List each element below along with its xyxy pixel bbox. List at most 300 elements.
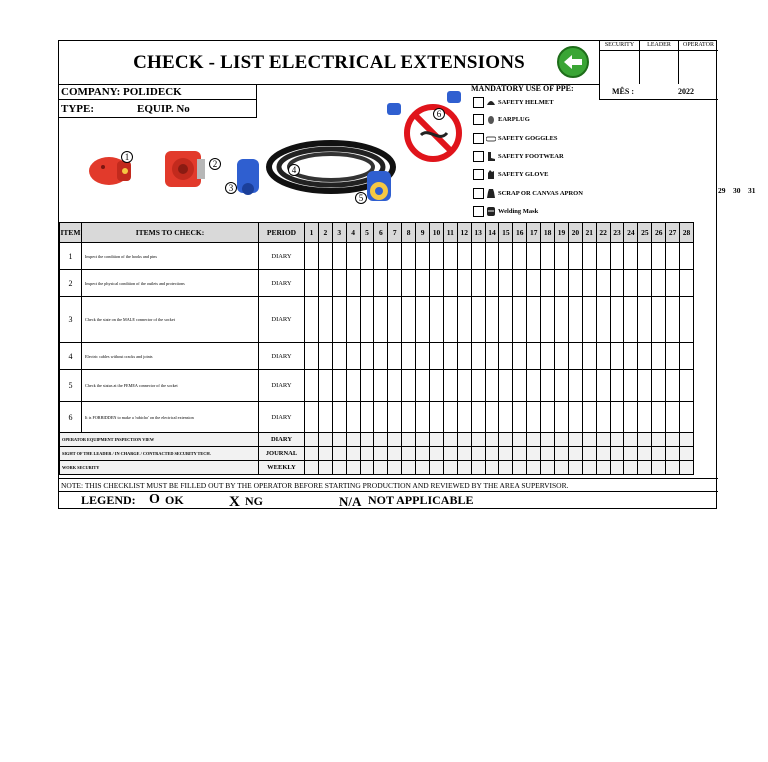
summary-check-cell[interactable] xyxy=(596,447,610,461)
day-check-cell[interactable] xyxy=(402,402,416,433)
summary-check-cell[interactable] xyxy=(527,447,541,461)
summary-check-cell[interactable] xyxy=(568,433,582,447)
day-check-cell[interactable] xyxy=(402,370,416,402)
ppe-label-apron: SCRAP OR CANVAS APRON xyxy=(498,190,583,197)
ppe-item-goggles xyxy=(473,133,558,144)
day-check-cell[interactable] xyxy=(443,243,457,270)
summary-check-cell[interactable] xyxy=(305,461,319,475)
day-check-cell[interactable] xyxy=(318,297,332,343)
leader-sign-box[interactable] xyxy=(639,41,678,84)
day-check-cell[interactable] xyxy=(680,370,694,402)
day-check-cell[interactable] xyxy=(332,402,346,433)
day-check-cell[interactable] xyxy=(305,270,319,297)
day-check-cell[interactable] xyxy=(666,243,680,270)
summary-check-cell[interactable] xyxy=(346,461,360,475)
day-check-cell[interactable] xyxy=(610,343,624,370)
day-check-cell[interactable] xyxy=(318,402,332,433)
day-check-cell[interactable] xyxy=(596,297,610,343)
day-check-cell[interactable] xyxy=(499,343,513,370)
day-check-cell[interactable] xyxy=(318,343,332,370)
day-check-cell[interactable] xyxy=(346,402,360,433)
day-check-cell[interactable] xyxy=(652,370,666,402)
day-check-cell[interactable] xyxy=(471,370,485,402)
day-check-cell[interactable] xyxy=(499,370,513,402)
ppe-checkbox-welding-mask[interactable] xyxy=(473,206,484,217)
day-check-cell[interactable] xyxy=(430,343,444,370)
summary-check-cell[interactable] xyxy=(555,433,569,447)
day-check-cell[interactable] xyxy=(610,270,624,297)
summary-check-cell[interactable] xyxy=(471,433,485,447)
day-check-cell[interactable] xyxy=(388,243,402,270)
day-check-cell[interactable] xyxy=(388,297,402,343)
day-check-cell[interactable] xyxy=(499,297,513,343)
day-check-cell[interactable] xyxy=(568,270,582,297)
day-check-cell[interactable] xyxy=(457,297,471,343)
day-check-cell[interactable] xyxy=(360,370,374,402)
day-check-cell[interactable] xyxy=(555,297,569,343)
summary-row xyxy=(60,433,694,447)
summary-check-cell[interactable] xyxy=(318,433,332,447)
day-check-cell[interactable] xyxy=(346,297,360,343)
day-check-cell[interactable] xyxy=(471,343,485,370)
day-header-27: 27 xyxy=(666,223,680,243)
day-check-cell[interactable] xyxy=(443,343,457,370)
legend-bar xyxy=(59,491,718,510)
summary-check-cell[interactable] xyxy=(568,447,582,461)
summary-check-cell[interactable] xyxy=(582,433,596,447)
summary-check-cell[interactable] xyxy=(457,447,471,461)
day-check-cell[interactable] xyxy=(430,270,444,297)
day-check-cell[interactable] xyxy=(416,370,430,402)
day-check-cell[interactable] xyxy=(305,243,319,270)
day-check-cell[interactable] xyxy=(582,343,596,370)
day-check-cell[interactable] xyxy=(430,402,444,433)
checklist-note: NOTE: THIS CHECKLIST MUST BE FILLED OUT BY THE OPERATOR BEFORE STARTING PRODUCTION AND REVIEWED BY THE AREA SUPERVISOR. xyxy=(59,478,718,491)
day-check-cell[interactable] xyxy=(457,270,471,297)
day-check-cell[interactable] xyxy=(430,370,444,402)
day-check-cell[interactable] xyxy=(624,402,638,433)
summary-check-cell[interactable] xyxy=(485,433,499,447)
summary-check-cell[interactable] xyxy=(666,461,680,475)
day-check-cell[interactable] xyxy=(388,270,402,297)
day-check-cell[interactable] xyxy=(527,343,541,370)
day-check-cell[interactable] xyxy=(305,370,319,402)
row-check-text: Check the state on the MALE connector of the socket xyxy=(82,297,259,343)
day-check-cell[interactable] xyxy=(624,270,638,297)
day-check-cell[interactable] xyxy=(402,243,416,270)
day-check-cell[interactable] xyxy=(443,370,457,402)
day-check-cell[interactable] xyxy=(680,402,694,433)
summary-check-cell[interactable] xyxy=(680,447,694,461)
day-check-cell[interactable] xyxy=(680,297,694,343)
day-check-cell[interactable] xyxy=(457,370,471,402)
summary-check-cell[interactable] xyxy=(457,433,471,447)
day-check-cell[interactable] xyxy=(305,297,319,343)
summary-check-cell[interactable] xyxy=(638,461,652,475)
day-header-25: 25 xyxy=(638,223,652,243)
summary-check-cell[interactable] xyxy=(499,447,513,461)
day-check-cell[interactable] xyxy=(638,343,652,370)
row-check-text: Inspect the physical condition of the outlets and protections xyxy=(82,270,259,297)
day-check-cell[interactable] xyxy=(638,243,652,270)
summary-check-cell[interactable] xyxy=(374,461,388,475)
summary-check-cell[interactable] xyxy=(346,447,360,461)
day-check-cell[interactable] xyxy=(666,370,680,402)
day-check-cell[interactable] xyxy=(596,370,610,402)
ppe-checkbox-footwear[interactable] xyxy=(473,151,484,162)
day-check-cell[interactable] xyxy=(485,243,499,270)
equip-field: EQUIP. No xyxy=(137,103,190,115)
day-check-cell[interactable] xyxy=(485,370,499,402)
ppe-checkbox-glove[interactable] xyxy=(473,169,484,180)
day-check-cell[interactable] xyxy=(541,270,555,297)
day-check-cell[interactable] xyxy=(555,270,569,297)
day-check-cell[interactable] xyxy=(457,402,471,433)
summary-check-cell[interactable] xyxy=(666,447,680,461)
day-check-cell[interactable] xyxy=(513,297,527,343)
day-check-cell[interactable] xyxy=(416,270,430,297)
day-check-cell[interactable] xyxy=(346,270,360,297)
summary-check-cell[interactable] xyxy=(624,447,638,461)
day-check-cell[interactable] xyxy=(374,243,388,270)
day-check-cell[interactable] xyxy=(388,370,402,402)
day-check-cell[interactable] xyxy=(680,270,694,297)
summary-check-cell[interactable] xyxy=(402,447,416,461)
day-check-cell[interactable] xyxy=(374,402,388,433)
summary-check-cell[interactable] xyxy=(652,461,666,475)
day-check-cell[interactable] xyxy=(541,402,555,433)
ppe-item-apron xyxy=(473,188,583,199)
day-check-cell[interactable] xyxy=(610,243,624,270)
summary-label: WORK SECURITY xyxy=(60,461,259,475)
day-check-cell[interactable] xyxy=(374,297,388,343)
summary-check-cell[interactable] xyxy=(555,447,569,461)
security-sign-box[interactable] xyxy=(599,41,639,84)
day-check-cell[interactable] xyxy=(332,343,346,370)
day-check-cell[interactable] xyxy=(527,297,541,343)
day-check-cell[interactable] xyxy=(610,402,624,433)
day-check-cell[interactable] xyxy=(624,343,638,370)
summary-check-cell[interactable] xyxy=(513,447,527,461)
day-header-14: 14 xyxy=(485,223,499,243)
summary-check-cell[interactable] xyxy=(582,447,596,461)
summary-check-cell[interactable] xyxy=(652,433,666,447)
day-check-cell[interactable] xyxy=(624,297,638,343)
day-check-cell[interactable] xyxy=(624,370,638,402)
summary-check-cell[interactable] xyxy=(499,433,513,447)
day-check-cell[interactable] xyxy=(471,270,485,297)
ppe-checkbox-earplug[interactable] xyxy=(473,114,484,125)
day-check-cell[interactable] xyxy=(582,243,596,270)
day-check-cell[interactable] xyxy=(402,297,416,343)
day-header-22: 22 xyxy=(596,223,610,243)
summary-check-cell[interactable] xyxy=(360,433,374,447)
month-year-box[interactable] xyxy=(599,84,718,100)
row-check-text: Inspect the condition of the hooks and pins xyxy=(82,243,259,270)
day-check-cell[interactable] xyxy=(568,370,582,402)
summary-check-cell[interactable] xyxy=(610,447,624,461)
day-check-cell[interactable] xyxy=(638,297,652,343)
day-check-cell[interactable] xyxy=(582,370,596,402)
summary-check-cell[interactable] xyxy=(610,433,624,447)
day-check-cell[interactable] xyxy=(666,343,680,370)
type-field: TYPE: xyxy=(59,100,257,118)
summary-check-cell[interactable] xyxy=(388,447,402,461)
day-check-cell[interactable] xyxy=(346,370,360,402)
summary-check-cell[interactable] xyxy=(541,433,555,447)
summary-check-cell[interactable] xyxy=(374,433,388,447)
day-check-cell[interactable] xyxy=(332,370,346,402)
day-check-cell[interactable] xyxy=(624,243,638,270)
summary-check-cell[interactable] xyxy=(513,461,527,475)
summary-check-cell[interactable] xyxy=(457,461,471,475)
day-check-cell[interactable] xyxy=(499,243,513,270)
day-check-cell[interactable] xyxy=(666,297,680,343)
day-check-cell[interactable] xyxy=(652,343,666,370)
day-check-cell[interactable] xyxy=(527,270,541,297)
day-check-cell[interactable] xyxy=(374,370,388,402)
summary-check-cell[interactable] xyxy=(485,461,499,475)
day-check-cell[interactable] xyxy=(402,270,416,297)
ok-symbol: O xyxy=(149,492,160,507)
day-check-cell[interactable] xyxy=(527,370,541,402)
day-check-cell[interactable] xyxy=(666,270,680,297)
day-check-cell[interactable] xyxy=(541,297,555,343)
back-arrow-icon[interactable] xyxy=(556,45,590,79)
day-check-cell[interactable] xyxy=(541,243,555,270)
summary-check-cell[interactable] xyxy=(596,433,610,447)
day-check-cell[interactable] xyxy=(666,402,680,433)
day-check-cell[interactable] xyxy=(485,402,499,433)
day-header-29: 29 xyxy=(718,186,726,195)
ppe-checkbox-apron[interactable] xyxy=(473,188,484,199)
day-check-cell[interactable] xyxy=(374,343,388,370)
security-sign-label: SECURITY xyxy=(600,41,639,51)
summary-check-cell[interactable] xyxy=(638,433,652,447)
day-check-cell[interactable] xyxy=(305,402,319,433)
day-check-cell[interactable] xyxy=(638,370,652,402)
day-check-cell[interactable] xyxy=(360,402,374,433)
day-check-cell[interactable] xyxy=(402,343,416,370)
day-check-cell[interactable] xyxy=(652,243,666,270)
day-check-cell[interactable] xyxy=(457,343,471,370)
day-check-cell[interactable] xyxy=(513,243,527,270)
summary-check-cell[interactable] xyxy=(360,447,374,461)
summary-check-cell[interactable] xyxy=(527,433,541,447)
day-check-cell[interactable] xyxy=(443,297,457,343)
row-period: DIARY xyxy=(259,243,305,270)
summary-check-cell[interactable] xyxy=(443,447,457,461)
day-check-cell[interactable] xyxy=(416,343,430,370)
summary-check-cell[interactable] xyxy=(318,447,332,461)
summary-check-cell[interactable] xyxy=(430,433,444,447)
day-check-cell[interactable] xyxy=(582,297,596,343)
day-check-cell[interactable] xyxy=(430,297,444,343)
ppe-checkbox-goggles[interactable] xyxy=(473,133,484,144)
day-check-cell[interactable] xyxy=(568,402,582,433)
day-check-cell[interactable] xyxy=(499,270,513,297)
day-check-cell[interactable] xyxy=(582,402,596,433)
day-check-cell[interactable] xyxy=(416,402,430,433)
day-header-30: 30 xyxy=(733,186,741,195)
day-check-cell[interactable] xyxy=(318,270,332,297)
day-check-cell[interactable] xyxy=(555,343,569,370)
summary-check-cell[interactable] xyxy=(443,433,457,447)
day-check-cell[interactable] xyxy=(513,402,527,433)
day-check-cell[interactable] xyxy=(541,343,555,370)
summary-check-cell[interactable] xyxy=(652,447,666,461)
summary-check-cell[interactable] xyxy=(680,433,694,447)
day-check-cell[interactable] xyxy=(374,270,388,297)
day-check-cell[interactable] xyxy=(541,370,555,402)
summary-check-cell[interactable] xyxy=(305,447,319,461)
day-check-cell[interactable] xyxy=(610,370,624,402)
day-check-cell[interactable] xyxy=(416,243,430,270)
day-check-cell[interactable] xyxy=(457,243,471,270)
day-check-cell[interactable] xyxy=(332,297,346,343)
day-check-cell[interactable] xyxy=(430,243,444,270)
day-check-cell[interactable] xyxy=(582,270,596,297)
day-check-cell[interactable] xyxy=(652,402,666,433)
ppe-checkbox-helmet[interactable] xyxy=(473,97,484,108)
row-period: DIARY xyxy=(259,270,305,297)
day-check-cell[interactable] xyxy=(527,402,541,433)
day-check-cell[interactable] xyxy=(499,402,513,433)
day-header-6: 6 xyxy=(374,223,388,243)
summary-check-cell[interactable] xyxy=(471,447,485,461)
day-check-cell[interactable] xyxy=(652,270,666,297)
day-check-cell[interactable] xyxy=(346,343,360,370)
day-check-cell[interactable] xyxy=(416,297,430,343)
day-check-cell[interactable] xyxy=(513,270,527,297)
welding-mask-icon xyxy=(486,206,496,217)
summary-check-cell[interactable] xyxy=(555,461,569,475)
summary-check-cell[interactable] xyxy=(610,461,624,475)
day-check-cell[interactable] xyxy=(652,297,666,343)
day-check-cell[interactable] xyxy=(360,343,374,370)
col-item-header: ITEM xyxy=(60,223,82,243)
summary-check-cell[interactable] xyxy=(582,461,596,475)
na-symbol: N/A xyxy=(339,494,362,509)
day-check-cell[interactable] xyxy=(680,243,694,270)
day-check-cell[interactable] xyxy=(638,402,652,433)
day-check-cell[interactable] xyxy=(638,270,652,297)
summary-check-cell[interactable] xyxy=(513,433,527,447)
day-header-20: 20 xyxy=(568,223,582,243)
day-check-cell[interactable] xyxy=(555,402,569,433)
day-check-cell[interactable] xyxy=(471,243,485,270)
day-header-24: 24 xyxy=(624,223,638,243)
day-check-cell[interactable] xyxy=(555,370,569,402)
summary-check-cell[interactable] xyxy=(541,461,555,475)
day-check-cell[interactable] xyxy=(485,297,499,343)
summary-check-cell[interactable] xyxy=(499,461,513,475)
summary-check-cell[interactable] xyxy=(624,461,638,475)
day-check-cell[interactable] xyxy=(332,270,346,297)
day-check-cell[interactable] xyxy=(527,243,541,270)
day-check-cell[interactable] xyxy=(513,343,527,370)
summary-check-cell[interactable] xyxy=(402,461,416,475)
day-check-cell[interactable] xyxy=(568,297,582,343)
day-header-4: 4 xyxy=(346,223,360,243)
summary-check-cell[interactable] xyxy=(624,433,638,447)
summary-check-cell[interactable] xyxy=(485,447,499,461)
day-check-cell[interactable] xyxy=(485,343,499,370)
summary-check-cell[interactable] xyxy=(332,461,346,475)
ppe-title: MANDATORY USE OF PPE: xyxy=(471,84,574,93)
summary-check-cell[interactable] xyxy=(527,461,541,475)
row-item-number: 5 xyxy=(60,370,82,402)
day-check-cell[interactable] xyxy=(443,270,457,297)
summary-check-cell[interactable] xyxy=(471,461,485,475)
day-check-cell[interactable] xyxy=(388,402,402,433)
day-check-cell[interactable] xyxy=(568,243,582,270)
day-check-cell[interactable] xyxy=(346,243,360,270)
day-check-cell[interactable] xyxy=(555,243,569,270)
year-value: 2022 xyxy=(678,87,694,96)
summary-check-cell[interactable] xyxy=(416,447,430,461)
day-check-cell[interactable] xyxy=(360,297,374,343)
summary-check-cell[interactable] xyxy=(388,433,402,447)
summary-check-cell[interactable] xyxy=(346,433,360,447)
day-check-cell[interactable] xyxy=(610,297,624,343)
day-header-8: 8 xyxy=(402,223,416,243)
operator-sign-box[interactable] xyxy=(678,41,718,84)
summary-check-cell[interactable] xyxy=(430,447,444,461)
summary-check-cell[interactable] xyxy=(374,447,388,461)
ppe-label-goggles: SAFETY GOGGLES xyxy=(498,135,558,142)
row-item-number: 1 xyxy=(60,243,82,270)
summary-check-cell[interactable] xyxy=(430,461,444,475)
day-check-cell[interactable] xyxy=(596,343,610,370)
day-check-cell[interactable] xyxy=(596,243,610,270)
day-check-cell[interactable] xyxy=(318,243,332,270)
summary-check-cell[interactable] xyxy=(541,447,555,461)
summary-check-cell[interactable] xyxy=(318,461,332,475)
day-check-cell[interactable] xyxy=(568,343,582,370)
day-check-cell[interactable] xyxy=(305,343,319,370)
summary-check-cell[interactable] xyxy=(680,461,694,475)
summary-check-cell[interactable] xyxy=(568,461,582,475)
day-check-cell[interactable] xyxy=(332,243,346,270)
day-check-cell[interactable] xyxy=(318,370,332,402)
summary-check-cell[interactable] xyxy=(332,447,346,461)
day-check-cell[interactable] xyxy=(471,297,485,343)
summary-check-cell[interactable] xyxy=(416,461,430,475)
summary-check-cell[interactable] xyxy=(596,461,610,475)
day-check-cell[interactable] xyxy=(596,402,610,433)
summary-check-cell[interactable] xyxy=(360,461,374,475)
day-check-cell[interactable] xyxy=(443,402,457,433)
day-check-cell[interactable] xyxy=(388,343,402,370)
summary-check-cell[interactable] xyxy=(402,433,416,447)
day-check-cell[interactable] xyxy=(513,370,527,402)
summary-check-cell[interactable] xyxy=(638,447,652,461)
summary-check-cell[interactable] xyxy=(332,433,346,447)
page-title-text: CHECK - LIST ELECTRICAL EXTENSIONS xyxy=(133,51,525,73)
summary-check-cell[interactable] xyxy=(443,461,457,475)
day-check-cell[interactable] xyxy=(360,270,374,297)
summary-check-cell[interactable] xyxy=(416,433,430,447)
day-check-cell[interactable] xyxy=(680,343,694,370)
day-check-cell[interactable] xyxy=(360,243,374,270)
day-check-cell[interactable] xyxy=(471,402,485,433)
day-check-cell[interactable] xyxy=(596,270,610,297)
summary-check-cell[interactable] xyxy=(305,433,319,447)
summary-check-cell[interactable] xyxy=(388,461,402,475)
summary-check-cell[interactable] xyxy=(666,433,680,447)
day-check-cell[interactable] xyxy=(485,270,499,297)
